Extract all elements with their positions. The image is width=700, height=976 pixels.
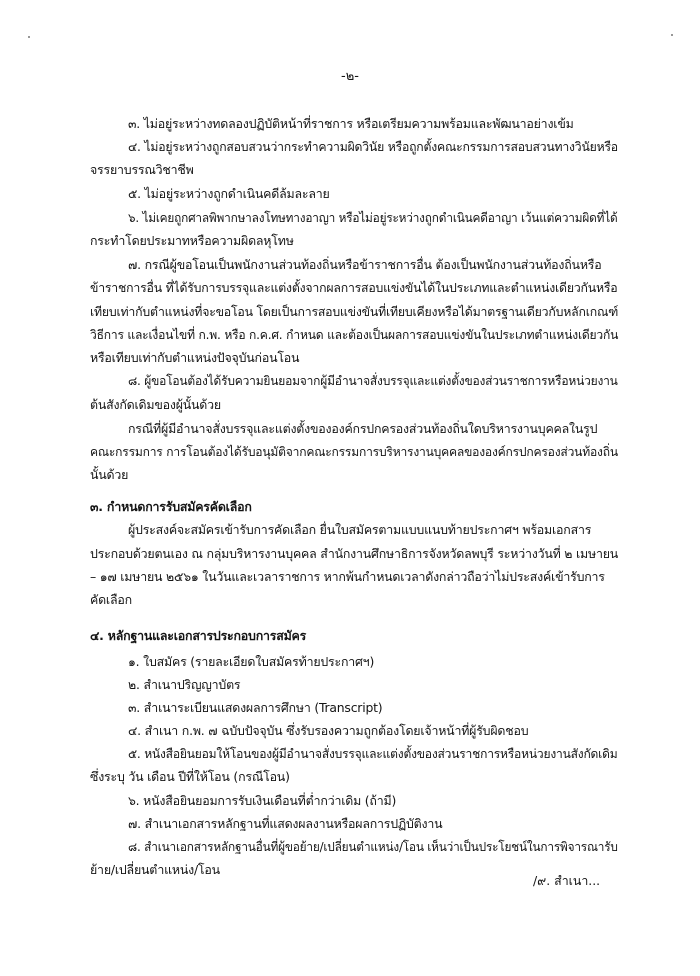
item4-line: จรรยาบรรณวิชาชีพ: [90, 162, 194, 177]
section3-body-line: ผู้ประสงค์จะสมัครเข้ารับการคัดเลือก ยื่นใบสมัครตามแบบแนบท้ายประกาศฯ พร้อมเอกสาร: [128, 522, 592, 537]
doc5-line: ซึ่งระบุ วัน เดือน ปีที่ให้โอน (กรณีโอน): [90, 769, 290, 784]
doc8-line: ๘. สำเนาเอกสารหลักฐานอื่นที่ผู้ขอย้าย/เปลี่ยนตำแหน่ง/โอน เห็นว่าเป็นประโยชน์ในการพิจารณารับ: [128, 839, 618, 854]
section3-body-line: คัดเลือก: [90, 592, 132, 607]
doc5-line: ๕. หนังสือยินยอมให้โอนของผู้มีอำนาจสั่งบรรจุและแต่งตั้งของส่วนราชการหรือหน่วยงานสังกัดเดิม: [128, 746, 618, 761]
item7-line: หรือเทียบเท่ากับตำแหน่งปัจจุบันก่อนโอน: [90, 350, 300, 365]
section4-heading-line: ๔. หลักฐานและเอกสารประกอบการสมัคร: [90, 628, 307, 643]
item4-line: ๔. ไม่อยู่ระหว่างถูกสอบสวนว่ากระทำความผิดวินัย หรือถูกตั้งคณะกรรมการสอบสวนทางวินัยหรือ: [128, 139, 618, 154]
scan-speck: [28, 36, 30, 38]
item7-line: วิธีการ และเงื่อนไขที่ ก.พ. หรือ ก.ค.ศ. กำหนด และต้องเป็นผลการสอบแข่งขันในประเภทตำแหน่งเดียวกัน: [90, 327, 619, 342]
doc3-line: ๓. สำเนาระเบียนแสดงผลการศึกษา (Transcript): [128, 700, 383, 715]
section3-heading-line: ๓. กำหนดการรับสมัครคัดเลือก: [90, 499, 252, 514]
doc8-line: ย้าย/เปลี่ยนตำแหน่ง/โอน: [90, 862, 220, 877]
item6-line: กระทำโดยประมาทหรือความผิดลหุโทษ: [90, 233, 294, 248]
scan-speck: [671, 34, 673, 36]
item8-line: ต้นสังกัดเดิมของผู้นั้นด้วย: [90, 397, 221, 412]
doc2-line: ๒. สำเนาปริญญาบัตร: [128, 677, 241, 692]
item6-line: ๖. ไม่เคยถูกศาลพิพากษาลงโทษทางอาญา หรือไม่อยู่ระหว่างถูกดำเนินคดีอาญา เว้นแต่ความผิดที่ได้: [128, 210, 618, 225]
doc6-line: ๖. หนังสือยินยอมการรับเงินเดือนที่ต่ำกว่าเดิม (ถ้ามี): [128, 793, 397, 808]
section3-body-line: – ๑๗ เมษายน ๒๕๖๑ ในวันและเวลาราชการ หากพ้นกำหนดเวลาดังกล่าวถือว่าไม่ประสงค์เข้ารับการ: [90, 569, 605, 584]
section3-body-line: ประกอบด้วยตนเอง ณ กลุ่มบริหารงานบุคคล สำนักงานศึกษาธิการจังหวัดลพบุรี ระหว่างวันที่ ๒ เมษายน: [90, 546, 619, 561]
doc1-line: ๑. ใบสมัคร (รายละเอียดใบสมัครท้ายประกาศฯ): [128, 654, 375, 669]
item7-line: ข้าราชการอื่น ที่ได้รับการบรรจุและแต่งตั้งจากผลการสอบแข่งขันได้ในประเภทและตำแหน่งเดียวกันหรือ: [90, 280, 618, 295]
continuation-note: /๙. สำเนา...: [533, 873, 601, 888]
item5-line: ๕. ไม่อยู่ระหว่างถูกดำเนินคดีล้มละลาย: [128, 186, 330, 201]
item7-line: ๗. กรณีผู้ขอโอนเป็นพนักงานส่วนท้องถิ่นหรือข้าราชการอื่น ต้องเป็นพนักงานส่วนท้องถิ่นหรือ: [128, 257, 602, 272]
item7-line: เทียบเท่ากับตำแหน่งที่จะขอโอน โดยเป็นการสอบแข่งขันที่เทียบเคียงหรือได้มาตรฐานเดียวกับหลักเกณฑ์: [90, 304, 619, 319]
note-line: กรณีที่ผู้มีอำนาจสั่งบรรจุและแต่งตั้งขององค์กรปกครองส่วนท้องถิ่นใดบริหารงานบุคคลในรูป: [128, 421, 598, 436]
item3-line: ๓. ไม่อยู่ระหว่างทดลองปฏิบัติหน้าที่ราชการ หรือเตรียมความพร้อมและพัฒนาอย่างเข้ม: [128, 116, 574, 131]
doc4-line: ๔. สำเนา ก.พ. ๗ ฉบับปัจจุบัน ซึ่งรับรองความถูกต้องโดยเจ้าหน้าที่ผู้รับผิดชอบ: [128, 723, 529, 738]
item8-line: ๘. ผู้ขอโอนต้องได้รับความยินยอมจากผู้มีอำนาจสั่งบรรจุและแต่งตั้งของส่วนราชการหรือหน่วยงาน: [128, 373, 618, 388]
page-number: -๒-: [341, 69, 359, 84]
doc7-line: ๗. สำเนาเอกสารหลักฐานที่แสดงผลงานหรือผลการปฏิบัติงาน: [128, 816, 443, 831]
note-line: นั้นด้วย: [90, 467, 129, 482]
note-line: คณะกรรมการ การโอนต้องได้รับอนุมัติจากคณะกรรมการบริหารงานบุคคลขององค์กรปกครองส่วนท้องถิ่น: [90, 444, 618, 459]
